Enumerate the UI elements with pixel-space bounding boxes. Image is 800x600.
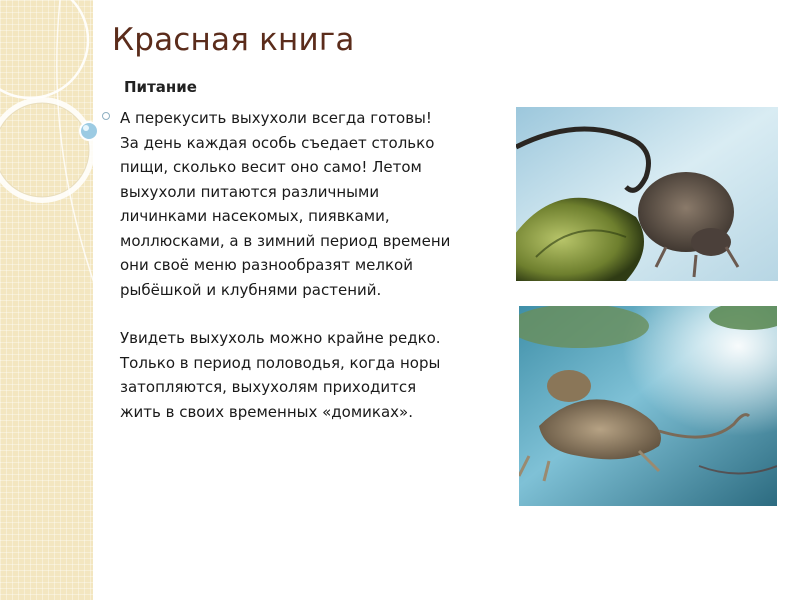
slide-title: Красная книга — [112, 22, 355, 58]
desman-photo-top — [516, 107, 778, 281]
body-text — [120, 106, 500, 424]
paragraph-sighting: Увидеть выхухоль можно крайне редко. Только в период половодья, когда норы затопляются, выхухолям приходится жить в своих временных «домиках». — [120, 329, 441, 421]
desman-photo-bottom — [519, 306, 777, 506]
section-subtitle: Питание — [124, 78, 197, 96]
paragraph-nutrition: А перекусить выхухоли всегда готовы! За день каждая особь съедает столько пищи, сколько весит оно само! Летом выхухоли питаются различными личинками насекомых, пиявками, моллюсками, а в зимний период времени они своё меню разнообразят мелкой рыбёшкой и клубнями растений. — [120, 109, 451, 299]
circle-bullet-icon — [102, 112, 110, 120]
